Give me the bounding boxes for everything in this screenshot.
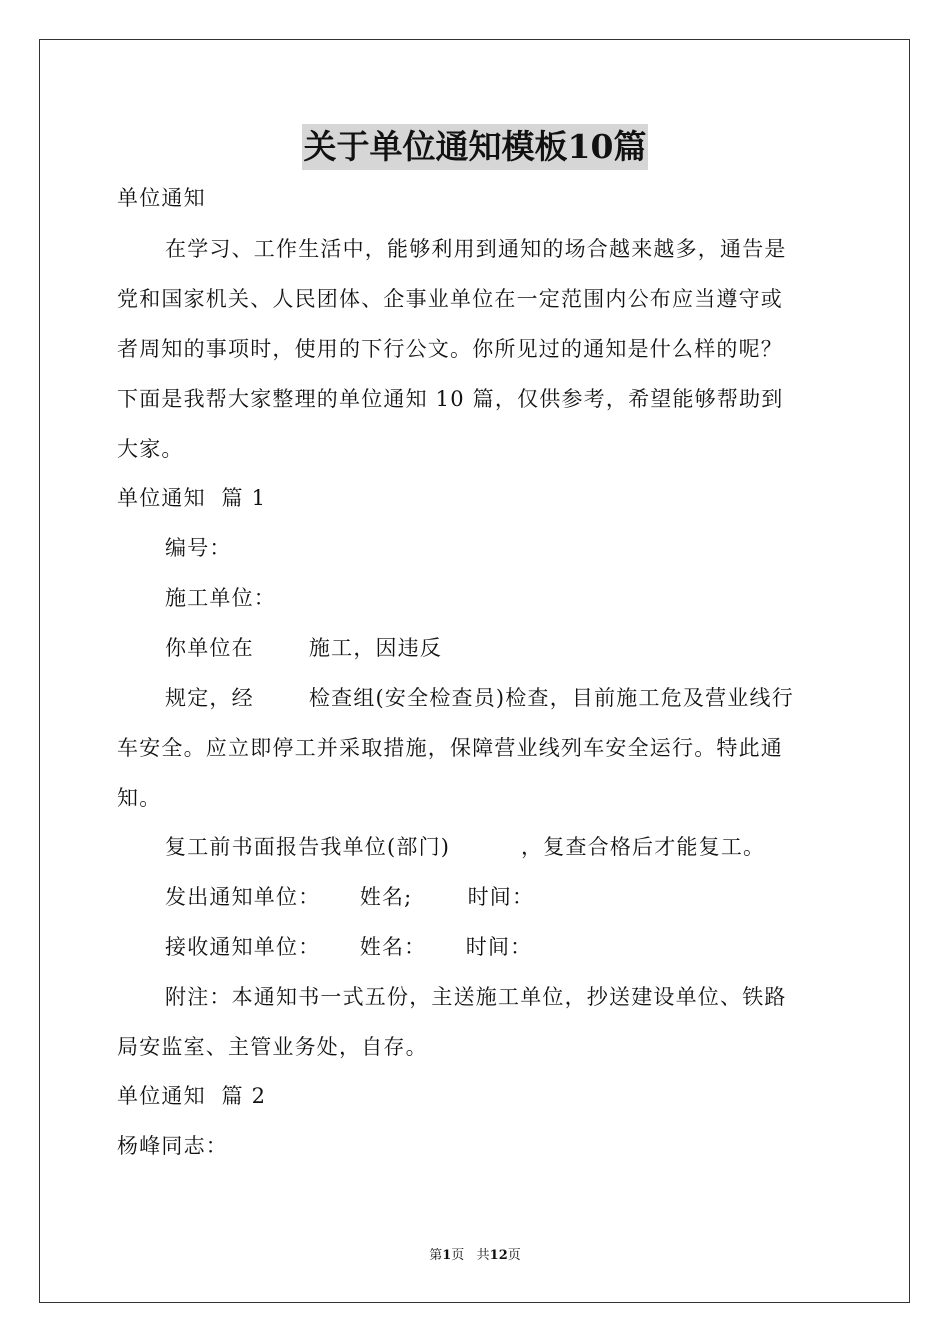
paragraph-line: 发出通知单位： 姓名; 时间： xyxy=(165,885,535,909)
paragraph-line: 接收通知单位： 姓名： 时间： xyxy=(165,935,533,959)
page-footer xyxy=(0,1247,950,1265)
section-heading: 单位通知 篇 2 xyxy=(117,1084,267,1108)
footer-page-total: 12 xyxy=(489,1248,508,1263)
paragraph-line: 编号： xyxy=(165,536,232,560)
paragraph-line: 知。 xyxy=(117,786,162,810)
section-heading: 单位通知 xyxy=(117,186,206,210)
footer-page-mid: 页 共 xyxy=(451,1248,490,1263)
paragraph-line: 复工前书面报告我单位(部门) ，复查合格后才能复工。 xyxy=(165,835,766,859)
footer-page-prefix: 第 xyxy=(429,1248,443,1263)
paragraph-line: 规定，经 检查组(安全检查员)检查，目前施工危及营业线行 xyxy=(165,686,794,710)
section-heading: 单位通知 篇 1 xyxy=(117,486,267,510)
paragraph-line: 车安全。应立即停工并采取措施，保障营业线列车安全运行。特此通 xyxy=(117,736,783,760)
page-border xyxy=(39,39,910,1303)
paragraph-line: 你单位在 施工，因违反 xyxy=(165,636,443,660)
paragraph-line: 者周知的事项时，使用的下行公文。你所见过的通知是什么样的呢？ xyxy=(117,337,783,361)
paragraph-line: 附注：本通知书一式五份，主送施工单位，抄送建设单位、铁路 xyxy=(165,985,787,1009)
paragraph-line: 局安监室、主管业务处，自存。 xyxy=(117,1035,428,1059)
paragraph-line: 施工单位： xyxy=(165,586,276,610)
paragraph-line: 杨峰同志： xyxy=(117,1134,228,1158)
document-title: 关于单位通知模板10篇 xyxy=(302,124,649,170)
title-container xyxy=(0,124,950,170)
footer-page-suffix: 页 xyxy=(507,1248,521,1263)
paragraph-line: 党和国家机关、人民团体、企事业单位在一定范围内公布应当遵守或 xyxy=(117,287,783,311)
paragraph-line: 下面是我帮大家整理的单位通知 10 篇，仅供参考，希望能够帮助到 xyxy=(117,387,784,411)
footer-page-number: 1 xyxy=(442,1248,452,1263)
paragraph-line: 大家。 xyxy=(117,437,184,461)
paragraph-line: 在学习、工作生活中，能够利用到通知的场合越来越多，通告是 xyxy=(165,237,787,261)
